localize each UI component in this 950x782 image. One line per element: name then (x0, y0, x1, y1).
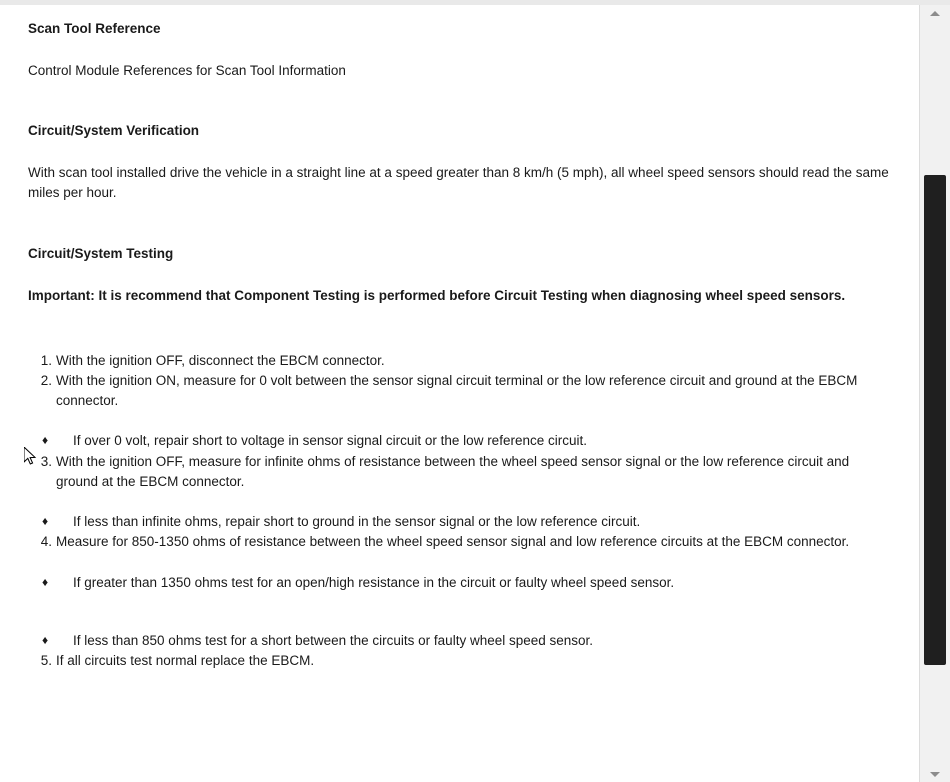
bullet-text: If greater than 1350 ohms test for an open/high resistance in the circuit or faulty wheel speed sensor. (73, 574, 675, 590)
step-text: With the ignition OFF, disconnect the EBCM connector. (56, 352, 385, 368)
diamond-bullet-icon: ♦ (42, 433, 49, 448)
document-content (0, 5, 920, 782)
bullet-list-1 (28, 431, 892, 451)
bullet-text: If less than 850 ohms test for a short between the circuits or faulty wheel speed sensor. (73, 632, 594, 648)
paragraph-circuit-system-verification: With scan tool installed drive the vehicle in a straight line at a speed greater than 8 km/h (5 mph), all wheel speed sensors should read the same miles per hour. (28, 165, 889, 201)
step-text: With the ignition OFF, measure for infinite ohms of resistance between the wheel speed sensor signal or the low reference circuit and ground at the EBCM connector. (56, 453, 850, 489)
scrollbar-thumb[interactable] (924, 175, 946, 665)
step-number: 3. (40, 453, 52, 469)
scroll-down-arrow-icon[interactable] (920, 766, 950, 782)
procedure-step (28, 532, 892, 552)
section-heading-circuit-system-verification: Circuit/System Verification (28, 123, 200, 139)
step-text: Measure for 850-1350 ohms of resistance between the wheel speed sensor signal and low reference circuits at the EBCM connector. (56, 534, 850, 550)
bullet-item (28, 431, 892, 451)
step-number: 2. (40, 372, 52, 388)
bullet-list-3 (28, 573, 892, 652)
paragraph-scan-tool-reference: Control Module References for Scan Tool Information (28, 62, 346, 78)
section-heading-scan-tool-reference: Scan Tool Reference (28, 21, 161, 36)
diamond-bullet-icon: ♦ (42, 632, 49, 647)
procedure-steps-list (28, 351, 892, 412)
procedure-steps-list-4 (28, 651, 892, 671)
bullet-text: If less than infinite ohms, repair short to ground in the sensor signal or the low reference circuit. (73, 514, 641, 530)
bullet-text: If over 0 volt, repair short to voltage in sensor signal circuit or the low reference circuit. (73, 433, 587, 449)
important-note: Important: It is recommend that Component Testing is performed before Circuit Testing when diagnosing wheel speed sensors. (28, 288, 846, 304)
bullet-item (28, 631, 892, 651)
step-number: 5. (40, 653, 52, 669)
step-number: 4. (40, 534, 52, 550)
diamond-bullet-icon: ♦ (42, 574, 49, 589)
spacer (28, 307, 892, 351)
diamond-bullet-icon: ♦ (42, 514, 49, 529)
step-text: With the ignition ON, measure for 0 volt between the sensor signal circuit terminal or the low reference circuit and ground at the EBCM connector. (56, 372, 858, 409)
procedure-step (28, 452, 892, 493)
procedure-steps-list-2 (28, 452, 892, 493)
vertical-scrollbar[interactable] (919, 5, 950, 782)
section-heading-circuit-system-testing: Circuit/System Testing (28, 245, 174, 261)
procedure-step (28, 651, 892, 671)
procedure-step (28, 371, 892, 412)
step-text: If all circuits test normal replace the EBCM. (56, 653, 315, 669)
procedure-steps-list-3 (28, 532, 892, 552)
scroll-up-arrow-icon[interactable] (920, 5, 950, 21)
step-number: 1. (40, 352, 52, 368)
bullet-item (28, 573, 892, 593)
bullet-list-2 (28, 512, 892, 532)
bullet-item (28, 512, 892, 532)
procedure-step (28, 351, 892, 371)
